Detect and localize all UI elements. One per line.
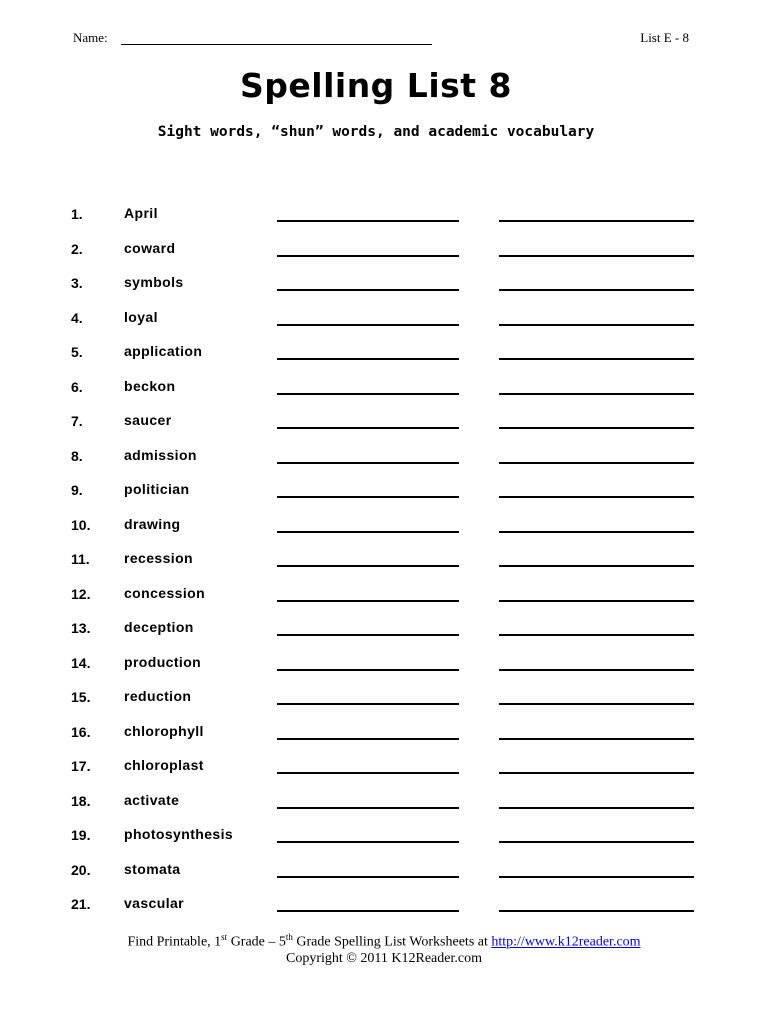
- spelling-word: admission: [124, 446, 197, 463]
- word-row: [0, 891, 768, 926]
- word-number: 13.: [71, 620, 91, 636]
- footer-note: [0, 932, 768, 951]
- word-list: [0, 201, 768, 926]
- practice-line-2: [499, 772, 694, 774]
- list-id: List E - 8: [640, 30, 689, 45]
- word-number: 7.: [71, 413, 83, 429]
- practice-line-1: [277, 669, 459, 671]
- word-row: [0, 305, 768, 340]
- practice-line-1: [277, 841, 459, 843]
- word-number: 8.: [71, 447, 83, 464]
- spelling-word: vascular: [124, 895, 185, 911]
- footer-link[interactable]: http://www.k12reader.com: [491, 934, 641, 950]
- word-number: 5.: [71, 344, 83, 360]
- spelling-word: recession: [124, 550, 193, 566]
- word-number: 17.: [71, 758, 91, 774]
- practice-line-2: [499, 462, 694, 464]
- spelling-word: beckon: [124, 377, 176, 394]
- word-number: 6.: [71, 378, 83, 395]
- practice-line-1: [277, 427, 459, 429]
- practice-line-1: [277, 496, 459, 498]
- footer-sup-second: th: [285, 932, 293, 942]
- practice-line-2: [499, 289, 694, 291]
- practice-line-1: [277, 738, 459, 740]
- footer-text-mid: Grade – 5: [227, 934, 286, 950]
- word-row: [0, 339, 768, 374]
- spelling-word: symbols: [124, 274, 184, 290]
- word-row: [0, 443, 768, 478]
- spelling-word: photosynthesis: [124, 826, 234, 842]
- practice-line-2: [499, 600, 694, 602]
- practice-line-1: [277, 255, 459, 257]
- practice-line-2: [499, 496, 694, 498]
- practice-line-2: [499, 358, 694, 360]
- word-number: 9.: [71, 482, 83, 498]
- practice-line-2: [499, 220, 694, 222]
- spelling-word: activate: [124, 791, 180, 808]
- word-row: [0, 788, 768, 823]
- word-row: [0, 201, 768, 236]
- spelling-word: chloroplast: [124, 757, 204, 773]
- practice-line-1: [277, 634, 459, 636]
- word-number: 12.: [71, 585, 91, 602]
- spelling-word: concession: [124, 584, 206, 601]
- practice-line-1: [277, 703, 459, 705]
- practice-line-1: [277, 600, 459, 602]
- word-row: [0, 650, 768, 685]
- page-subtitle: Sight words, “shun” words, and academic vocabulary: [157, 124, 595, 140]
- word-number: 10.: [71, 516, 91, 533]
- spelling-word: application: [124, 343, 203, 359]
- practice-line-1: [277, 772, 459, 774]
- practice-line-2: [499, 565, 694, 567]
- spelling-word: saucer: [124, 412, 172, 428]
- practice-line-2: [499, 876, 694, 878]
- word-number: 2.: [71, 240, 83, 257]
- practice-line-2: [499, 324, 694, 326]
- practice-line-2: [499, 841, 694, 843]
- practice-line-1: [277, 462, 459, 464]
- spelling-word: stomata: [124, 860, 181, 877]
- footer-sup-first: st: [221, 932, 228, 942]
- word-number: 19.: [71, 827, 91, 843]
- word-row: [0, 408, 768, 443]
- name-blank-line: [121, 44, 432, 45]
- spelling-word: April: [124, 205, 158, 221]
- spelling-word: drawing: [124, 515, 181, 532]
- practice-line-1: [277, 289, 459, 291]
- word-row: [0, 822, 768, 857]
- word-number: 15.: [71, 689, 91, 705]
- practice-line-2: [499, 738, 694, 740]
- copyright: Copyright © 2011 K12Reader.com: [286, 951, 482, 966]
- word-number: 18.: [71, 792, 91, 809]
- practice-line-2: [499, 807, 694, 809]
- spelling-word: production: [124, 653, 202, 670]
- word-number: 3.: [71, 275, 83, 291]
- practice-line-1: [277, 393, 459, 395]
- word-number: 21.: [71, 896, 91, 912]
- word-row: [0, 753, 768, 788]
- spelling-word: coward: [124, 239, 176, 256]
- practice-line-1: [277, 876, 459, 878]
- spelling-word: politician: [124, 481, 190, 497]
- word-number: 11.: [71, 551, 90, 567]
- word-row: [0, 512, 768, 547]
- word-row: [0, 719, 768, 754]
- practice-line-1: [277, 220, 459, 222]
- word-number: 4.: [71, 309, 83, 326]
- spelling-word: reduction: [124, 688, 192, 704]
- word-row: [0, 581, 768, 616]
- name-label: Name:: [73, 30, 108, 45]
- practice-line-1: [277, 531, 459, 533]
- practice-line-1: [277, 324, 459, 326]
- word-number: 16.: [71, 723, 91, 740]
- practice-line-1: [277, 807, 459, 809]
- word-number: 1.: [71, 206, 83, 222]
- word-row: [0, 374, 768, 409]
- practice-line-2: [499, 669, 694, 671]
- word-row: [0, 857, 768, 892]
- word-number: 14.: [71, 654, 91, 671]
- footer-text-before: Find Printable, 1: [127, 934, 222, 950]
- page-title: Spelling List 8: [239, 66, 512, 105]
- practice-line-1: [277, 910, 459, 912]
- practice-line-2: [499, 393, 694, 395]
- word-row: [0, 236, 768, 271]
- practice-line-1: [277, 565, 459, 567]
- word-row: [0, 546, 768, 581]
- practice-line-2: [499, 703, 694, 705]
- word-row: [0, 477, 768, 512]
- practice-line-2: [499, 531, 694, 533]
- word-number: 20.: [71, 861, 91, 878]
- word-row: [0, 270, 768, 305]
- practice-line-2: [499, 910, 694, 912]
- footer-text-after: Grade Spelling List Worksheets at: [292, 934, 492, 950]
- practice-line-1: [277, 358, 459, 360]
- practice-line-2: [499, 255, 694, 257]
- spelling-word: chlorophyll: [124, 722, 204, 739]
- word-row: [0, 684, 768, 719]
- practice-line-2: [499, 634, 694, 636]
- spelling-word: loyal: [124, 308, 158, 325]
- word-row: [0, 615, 768, 650]
- spelling-word: deception: [124, 619, 194, 635]
- practice-line-2: [499, 427, 694, 429]
